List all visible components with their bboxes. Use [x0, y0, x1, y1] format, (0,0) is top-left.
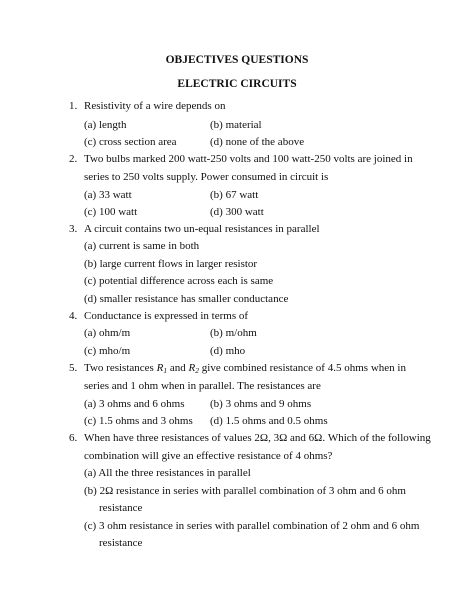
- question-number: 6.: [69, 432, 78, 444]
- question-text-line-1: When have three resistances of values 2Ω, 3Ω and 6Ω. Which of the following: [84, 432, 431, 444]
- option-d: (d) mho: [210, 345, 246, 357]
- symbol-r1: $R_1$: [156, 362, 168, 375]
- question-text-line-1: Two bulbs marked 200 watt-250 volts and 100 watt-250 volts are joined in: [84, 153, 413, 165]
- page-title: OBJECTIVES QUESTIONS: [165, 54, 309, 66]
- option-b: (b) large current flows in larger resistor: [84, 258, 258, 270]
- question-number: 2.: [69, 153, 78, 165]
- question-number: 4.: [69, 310, 78, 322]
- option-a: (a) ohm/m: [84, 327, 131, 339]
- option-d: (d) 1.5 ohms and 0.5 ohms: [210, 415, 328, 427]
- question-text: A circuit contains two un-equal resistances in parallel: [84, 223, 320, 235]
- page-subtitle: ELECTRIC CIRCUITS: [177, 78, 297, 90]
- option-d: (d) smaller resistance has smaller conductance: [84, 293, 289, 305]
- option-c: (c) potential difference across each is same: [84, 275, 274, 287]
- option-b: (b) m/ohm: [210, 327, 257, 339]
- option-c: (c) 100 watt: [84, 206, 138, 218]
- option-b: (b) 67 watt: [210, 189, 259, 201]
- option-c: (c) 1.5 ohms and 3 ohms: [84, 415, 193, 427]
- question-text: Resistivity of a wire depends on: [84, 100, 226, 112]
- symbol-r2: $R_2$: [188, 362, 199, 375]
- option-b-line-2: resistance: [99, 502, 143, 514]
- question-number: 1.: [69, 100, 78, 112]
- question-text-line-1: Two resistances $R_1$ and $R_2$ give combined resistance of 4.5 ohms when in: [84, 362, 406, 375]
- option-d: (d) 300 watt: [210, 206, 264, 218]
- option-a: (a) length: [84, 119, 127, 131]
- option-a: (a) current is same in both: [84, 240, 200, 252]
- option-c-line-1: (c) 3 ohm resistance in series with parallel combination of 2 ohm and 6 ohm: [84, 520, 420, 532]
- question-text-line-2: combination will give an effective resistance of 4 ohms?: [84, 450, 333, 462]
- option-b: (b) material: [210, 119, 262, 131]
- question-text-line-2: series to 250 volts supply. Power consumed in circuit is: [84, 171, 329, 183]
- question-text: Conductance is expressed in terms of: [84, 310, 249, 322]
- option-d: (d) none of the above: [210, 136, 305, 148]
- option-a: (a) 3 ohms and 6 ohms: [84, 398, 185, 410]
- option-a: (a) All the three resistances in parallel: [84, 467, 251, 479]
- question-number: 3.: [69, 223, 78, 235]
- option-a: (a) 33 watt: [84, 189, 132, 201]
- question-text-line-2: series and 1 ohm when in parallel. The resistances are: [84, 380, 321, 392]
- option-c: (c) cross section area: [84, 136, 177, 148]
- question-number: 5.: [69, 362, 78, 374]
- option-b: (b) 3 ohms and 9 ohms: [210, 398, 312, 410]
- option-b-line-1: (b) 2Ω resistance in series with parallel combination of 3 ohm and 6 ohm: [84, 485, 406, 497]
- option-c: (c) mho/m: [84, 345, 131, 357]
- option-c-line-2: resistance: [99, 537, 143, 549]
